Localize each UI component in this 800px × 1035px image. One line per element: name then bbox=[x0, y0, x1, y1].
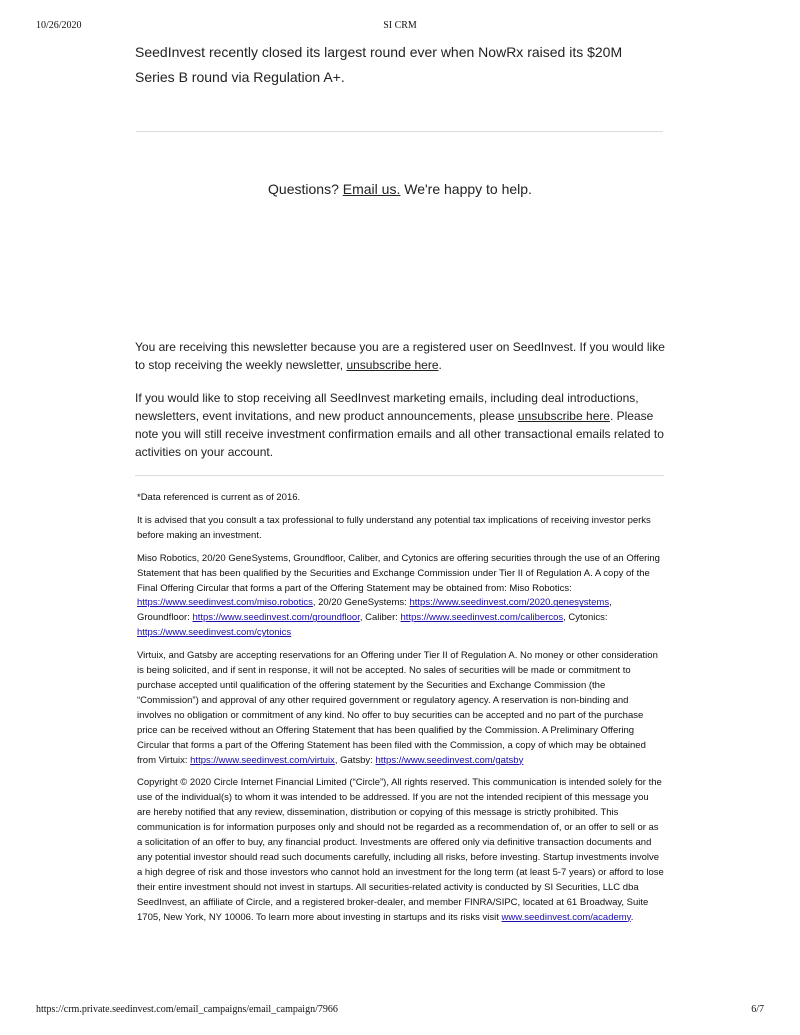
unsubscribe-newsletter-link[interactable]: unsubscribe here bbox=[346, 358, 439, 372]
newsletter-notice bbox=[135, 338, 665, 374]
questions-prefix: Questions? bbox=[268, 181, 343, 197]
cytonics-link[interactable]: https://www.seedinvest.com/cytonics bbox=[137, 627, 292, 639]
copyright-text: Copyright © 2020 Circle Internet Financial Limited (“Circle”), All rights reserved. This communication is intended solely for the use of the individual(s) to whom it was intended to be addressed. If you are not the intended recipient of this message you are hereby notified that any review, dissemination, distribution or copying of this message is strictly prohibited. This communication is for information purposes only and should not be regarded as a recommendation of, or an offer to sell or as a solicitation of an offer to buy, any financial product. Investments are offered only via definitive transaction documents and any potential investor should read such documents carefully, including all risks, before investing. Startup investments involve a high degree of risk and those investors who cannot hold an investment for the long term (at least 5-7 years) or afford to lose their entire investment should not invest in startups. All securities-related activity is conducted by SI Securities, LLC dba SeedInvest, an affiliate of Circle, and a registered broker-dealer, and member FINRA/SIPC, located at 61 Broadway, Suite 1705, New York, NY 10006. To learn more about investing in startups and its risks visit bbox=[137, 777, 664, 923]
reservations-text: Virtuix, and Gatsby are accepting reservations for an Offering under Tier II of Regulation A. No money or other consideration is being solicited, and if sent in response, it will not be accepted. No sales of securities will be made or commitment to purchase accepted until qualification of the offering statement by the Securities and Exchange Commission (the “Commission”) and approval of any other required government or regulatory agency. A reservation is non-binding and involves no obligation or commitment of any kind. No offer to buy securities can be accepted and no part of the purchase price can be received without an Offering Statement that has been qualified by the Commission. A Preliminary Offering Circular that forms a part of the Offering Statement has been filed with the Commission, a copy of which may be obtained from Virtuix: bbox=[137, 650, 658, 766]
print-date: 10/26/2020 bbox=[36, 20, 82, 31]
divider-top bbox=[136, 131, 663, 132]
genesystems-link[interactable]: https://www.seedinvest.com/2020.genesystems bbox=[409, 597, 610, 609]
gatsby-link[interactable]: https://www.seedinvest.com/gatsby bbox=[375, 754, 524, 766]
questions-line bbox=[0, 181, 800, 197]
notice-text: You are receiving this newsletter because you are a registered user on SeedInvest. If you would like to stop receiving the weekly newsletter, bbox=[135, 340, 665, 372]
reservations-disclosure bbox=[137, 649, 665, 768]
genesystems-label: , 20/20 GeneSystems: bbox=[312, 597, 410, 609]
copyright-disclosure bbox=[137, 776, 665, 925]
tax-note: It is advised that you consult a tax professional to fully understand any potential tax implications of receiving investor perks before making an investment. bbox=[137, 514, 651, 541]
questions-suffix: We're happy to help. bbox=[400, 181, 532, 197]
marketing-text-end: . Please note you will still receive investment confirmation emails and all other transactional emails related to activities on your account. bbox=[135, 409, 664, 459]
academy-link[interactable]: www.seedinvest.com/academy bbox=[501, 911, 631, 923]
page-number: 6/7 bbox=[751, 1004, 764, 1015]
groundfloor-label: , Groundfloor: bbox=[137, 597, 612, 624]
subscription-notice bbox=[135, 338, 665, 476]
unsubscribe-all-link[interactable]: unsubscribe here bbox=[517, 409, 610, 423]
marketing-text: If you would like to stop receiving all SeedInvest marketing emails, including deal introductions, newsletters, event invitations, and new product announcements, please bbox=[135, 391, 639, 423]
intro-paragraph: SeedInvest recently closed its largest round ever when NowRx raised its $20M Series B round via Regulation A+. bbox=[135, 44, 623, 85]
groundfloor-link[interactable]: https://www.seedinvest.com/groundfloor bbox=[192, 612, 360, 624]
offering-disclosure bbox=[137, 552, 665, 641]
caliber-link[interactable]: https://www.seedinvest.com/calibercos bbox=[400, 612, 564, 624]
notice-text-end: . bbox=[438, 358, 442, 372]
virtuix-link[interactable]: https://www.seedinvest.com/virtuix bbox=[190, 754, 335, 766]
data-note: *Data referenced is current as of 2016. bbox=[137, 492, 301, 503]
print-url: https://crm.private.seedinvest.com/email_campaigns/email_campaign/7966 bbox=[36, 1004, 338, 1015]
offering-text: Miso Robotics, 20/20 GeneSystems, Groundfloor, Caliber, and Cytonics are offering securities through the use of an Offering Statement that has been qualified by the Securities and Exchange Commission under Tier II of Regulation A. A copy of the Final Offering Circular that forms a part of the Offering Statement may be obtained from: Miso Robotics: bbox=[137, 552, 660, 594]
email-us-link[interactable]: Email us. bbox=[342, 181, 401, 197]
divider-bottom bbox=[135, 475, 664, 476]
print-title: SI CRM bbox=[383, 20, 417, 31]
caliber-label: , Caliber: bbox=[359, 612, 401, 624]
cytonics-label: , Cytonics: bbox=[563, 612, 608, 624]
copyright-end: . bbox=[630, 911, 634, 923]
fine-print bbox=[137, 491, 665, 933]
marketing-notice bbox=[135, 389, 665, 461]
miso-robotics-link[interactable]: https://www.seedinvest.com/miso.robotics bbox=[137, 597, 313, 609]
gatsby-label: , Gatsby: bbox=[334, 754, 376, 766]
